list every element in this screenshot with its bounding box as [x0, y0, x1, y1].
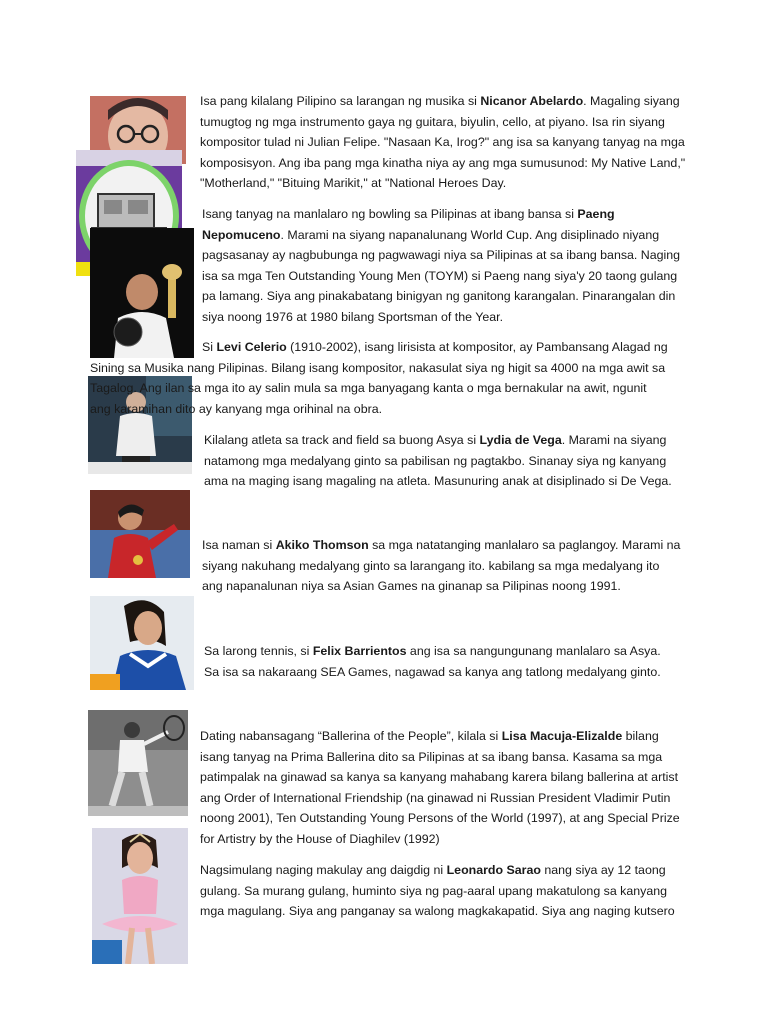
paragraph-paeng-nepomuceno: [202, 204, 682, 327]
photo-lisa-macuja-elizalde: [92, 828, 188, 964]
person-name: Levi Celerio: [216, 340, 287, 354]
paragraph-text: sa mga natatanging manlalaro sa paglangoy. Marami na siyang nakuhang medalyang ginto sa larangang ito. kabilang sa mga medalyang ito ang napanalunan niya sa Asian Games na ginanap sa Pilipinas noong 1991.: [202, 538, 681, 593]
photo-felix-barrientos: [88, 710, 188, 816]
paragraph-felix-barrientos: [204, 641, 676, 682]
paragraph-nicanor-abelardo: [200, 91, 688, 194]
paragraph-text: ang isa sa nangungunang manlalaro sa Asya. Sa isa sa nakaraang SEA Games, nagawad sa kanya ang tatlong medalyang ginto.: [204, 644, 661, 679]
paragraph-akiko-thomson: [202, 535, 682, 597]
paragraph-text: Si: [202, 340, 217, 354]
paragraph-text: Isa naman si: [202, 538, 276, 552]
person-name: Lisa Macuja-Elizalde: [501, 729, 623, 743]
photo-akiko-thomson: [90, 596, 194, 690]
paragraph-lisa-macuja-elizalde: [200, 726, 682, 849]
paragraph-levi-celerio: [90, 337, 670, 419]
paragraph-text: Nagsimulang naging makulay ang daigdig ni: [200, 863, 447, 877]
person-name: Nicanor Abelardo: [480, 94, 584, 108]
paragraph-text: . Marami na siyang natamong mga medalyang ginto sa pabilisan ng pagtakbo. Sinanay siya ng kanyang ama na maging isang magaling na atleta. Masunuring anak at disiplinado si De Vega.: [204, 433, 672, 488]
paragraph-text: . Magaling siyang tumugtog ng mga instrumento gaya ng guitara, biyulin, cello, at piyano. Isa rin siyang kompositor tulad ni Julian Felipe. "Nasaan Ka, Irog?" ang isa sa kanyang tanyag na mga komposisyon. Ang iba pang mga kinatha niya ay ang mga sumusunod: My Native Land," "Motherland," "Bituing Marikit," at "National Heroes Day.: [200, 94, 686, 190]
paragraph-text: Isa pang kilalang Pilipino sa larangan ng musika si: [200, 94, 481, 108]
paragraph-lydia-de-vega: [204, 430, 682, 492]
person-name: Leonardo Sarao: [446, 863, 541, 877]
paragraph-text: nang siya ay 12 taong gulang. Sa murang gulang, huminto siya ng pag-aaral upang makatulong sa kanyang mga magulang. Siya ang panganay sa walong magkakapatid. Siya ang naging kutsero: [200, 863, 675, 918]
paragraph-text: . Marami na siyang napanalunang World Cup. Ang disiplinado niyang pagsasanay ay nagbubunga ng pagwawagi niya sa Pilipinas at sa ibang bansa. Naging isa sa mga Ten Outstanding Young Men (TOYM) si Paeng nang siya'y 20 taong gulang pa lamang. Siya ang pinakabatang binigyan ng ganitong karangalan. Pinarangalan din siya noong 1976 at 1980 bilang Sportsman of the Year.: [202, 227, 681, 324]
paragraph-text: bilang isang tanyag na Prima Ballerina dito sa Pilipinas at sa ibang bansa. Kasama sa mga patimpalak na ginawad sa kanya sa kanyang mahabang karera bilang ballerina at artist ang Order of International Friendship (na ginawad ni Russian President Vladimir Putin noong 2001), Ten Outstanding Young Persons of the World (1997), at ang Special Prize for Artistry by the House of Diaghilev (1992): [200, 729, 680, 846]
person-name: Lydia de Vega: [479, 433, 562, 447]
person-name: Akiko Thomson: [275, 538, 369, 552]
paragraph-leonardo-sarao: [200, 860, 676, 922]
person-name: Felix Barrientos: [312, 644, 407, 658]
photo-lydia-de-vega: [90, 490, 190, 578]
paragraph-text: Sa larong tennis, si: [204, 644, 313, 658]
paragraph-text: Isang tanyag na manlalaro ng bowling sa Pilipinas at ibang bansa si: [202, 207, 578, 221]
paragraph-text: Kilalang atleta sa track and field sa buong Asya si: [204, 433, 480, 447]
paragraph-text: (1910-2002), isang lirisista at kompositor, ay Pambansang Alagad ng Sining sa Musika nang Pilipinas. Bilang isang kompositor, nakasulat siya ng higit sa 4000 na mga awit sa Tagalog. Ang ilan sa mga ito ay salin mula sa mga banyagang kanta o mga bernakular na awit, ngunit ang karamihan dito ay kanyang mga orihinal na obra.: [90, 340, 668, 416]
paragraph-text: Dating nabansagang “Ballerina of the People”, kilala si: [200, 729, 502, 743]
person-name: Paeng Nepomuceno: [202, 207, 615, 242]
